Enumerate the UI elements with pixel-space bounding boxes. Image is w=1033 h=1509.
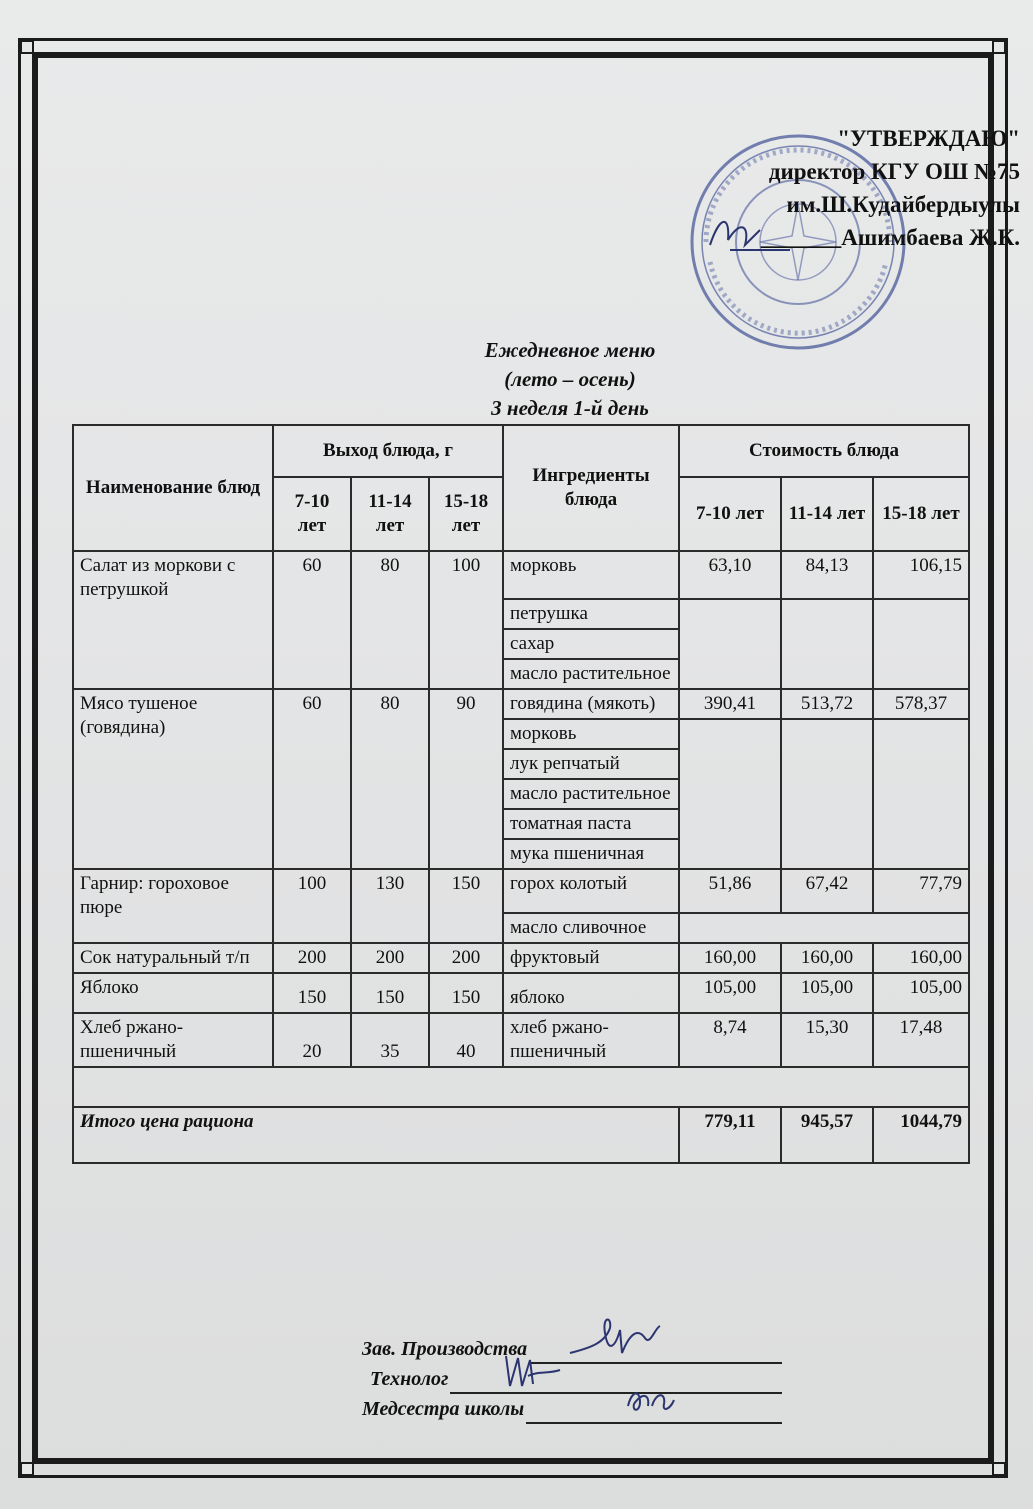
header-yield-age-2: 11-14 лет <box>351 477 429 551</box>
ingredient: яблоко <box>503 973 679 1013</box>
total-label: Итого цена рациона <box>73 1107 679 1163</box>
ingredient: масло растительное <box>503 779 679 809</box>
ingredient: морковь <box>503 719 679 749</box>
table-row <box>73 973 969 1013</box>
cost-value: 513,72 <box>781 689 873 719</box>
yield-value: 130 <box>351 869 429 943</box>
cost-value: 160,00 <box>679 943 781 973</box>
dish-name: Яблоко <box>73 973 273 1013</box>
header-ingredients: Ингредиенты блюда <box>503 425 679 551</box>
signature-label: Технолог <box>370 1368 449 1390</box>
cost-value: 84,13 <box>781 551 873 599</box>
yield-value: 60 <box>273 551 351 689</box>
cost-value: 105,00 <box>873 973 969 1013</box>
yield-value: 20 <box>273 1013 351 1067</box>
header-yield-age-3: 15-18 лет <box>429 477 503 551</box>
empty-cell <box>73 1067 969 1107</box>
yield-value: 100 <box>273 869 351 943</box>
frame-corner <box>992 40 1006 54</box>
cost-value: 15,30 <box>781 1013 873 1067</box>
header-cost-age-2: 11-14 лет <box>781 477 873 551</box>
frame-corner <box>20 1462 34 1476</box>
cost-value: 106,15 <box>873 551 969 599</box>
production-signature <box>560 1308 670 1368</box>
nurse-signature <box>622 1382 682 1418</box>
ingredient: томатная паста <box>503 809 679 839</box>
header-cost-age-3: 15-18 лет <box>873 477 969 551</box>
cost-value: 63,10 <box>679 551 781 599</box>
cost-empty <box>781 599 873 689</box>
dish-name: Мясо тушеное (говядина) <box>73 689 273 869</box>
cost-empty <box>679 599 781 689</box>
cost-value: 105,00 <box>679 973 781 1013</box>
menu-table <box>72 424 970 1164</box>
yield-value: 35 <box>351 1013 429 1067</box>
cost-empty <box>781 719 873 869</box>
header-cost: Стоимость блюда <box>679 425 969 477</box>
table-row <box>73 943 969 973</box>
header-yield-age-1: 7-10 лет <box>273 477 351 551</box>
cost-value: 160,00 <box>781 943 873 973</box>
dish-name: Салат из моркови с петрушкой <box>73 551 273 689</box>
yield-value: 200 <box>351 943 429 973</box>
total-row <box>73 1107 969 1163</box>
director-signature <box>700 205 820 265</box>
yield-value: 80 <box>351 551 429 689</box>
header-row <box>73 425 969 477</box>
table-row <box>73 869 969 913</box>
technologist-signature <box>498 1346 568 1396</box>
ingredient: сахар <box>503 629 679 659</box>
cost-value: 77,79 <box>873 869 969 913</box>
ingredient: горох колотый <box>503 869 679 913</box>
cost-value: 17,48 <box>873 1013 969 1067</box>
header-cost-age-1: 7-10 лет <box>679 477 781 551</box>
table-row <box>73 1013 969 1067</box>
dish-name: Сок натуральный т/п <box>73 943 273 973</box>
frame-corner <box>20 40 34 54</box>
frame-corner <box>992 1462 1006 1476</box>
page-title <box>370 336 770 423</box>
dish-name: Хлеб ржано-пшеничный <box>73 1013 273 1067</box>
cost-empty <box>679 913 969 943</box>
table-row <box>73 689 969 719</box>
ingredient: масло растительное <box>503 659 679 689</box>
cost-value: 67,42 <box>781 869 873 913</box>
dish-name: Гарнир: гороховое пюре <box>73 869 273 943</box>
cost-value: 8,74 <box>679 1013 781 1067</box>
signature-line <box>362 1364 782 1394</box>
yield-value: 150 <box>429 973 503 1013</box>
signature-label: Зав. Производства <box>362 1338 528 1360</box>
yield-value: 200 <box>273 943 351 973</box>
cost-value: 105,00 <box>781 973 873 1013</box>
yield-value: 90 <box>429 689 503 869</box>
ingredient: петрушка <box>503 599 679 629</box>
ingredient: фруктовый <box>503 943 679 973</box>
cost-value: 578,37 <box>873 689 969 719</box>
approval-signatory: _______Ашимбаева Ж.К. <box>760 225 1020 250</box>
ingredient: масло сливочное <box>503 913 679 943</box>
signature-label: Медсестра школы <box>362 1398 525 1420</box>
title-line-2: (лето – осень) <box>504 367 636 391</box>
total-value: 945,57 <box>781 1107 873 1163</box>
table-row <box>73 551 969 599</box>
total-value: 1044,79 <box>873 1107 969 1163</box>
ingredient: морковь <box>503 551 679 599</box>
ingredient: лук репчатый <box>503 749 679 779</box>
table-row <box>73 1067 969 1107</box>
header-dish-name: Наименование блюд <box>73 425 273 551</box>
header-yield: Выход блюда, г <box>273 425 503 477</box>
yield-value: 200 <box>429 943 503 973</box>
cost-empty <box>679 719 781 869</box>
cost-empty <box>873 719 969 869</box>
yield-value: 150 <box>351 973 429 1013</box>
approval-heading: "УТВЕРЖДАЮ" <box>837 126 1020 151</box>
ingredient: мука пшеничная <box>503 839 679 869</box>
title-line-3: 3 неделя 1-й день <box>491 396 649 420</box>
title-line-1: Ежедневное меню <box>484 338 656 362</box>
cost-empty <box>873 599 969 689</box>
signature-line <box>362 1394 782 1424</box>
approval-school: им.Ш.Кудайбердыулы <box>786 192 1020 217</box>
cost-value: 160,00 <box>873 943 969 973</box>
cost-value: 51,86 <box>679 869 781 913</box>
yield-value: 40 <box>429 1013 503 1067</box>
cost-value: 390,41 <box>679 689 781 719</box>
ingredient: говядина (мякоть) <box>503 689 679 719</box>
yield-value: 100 <box>429 551 503 689</box>
ingredient: хлеб ржано-пшеничный <box>503 1013 679 1067</box>
yield-value: 60 <box>273 689 351 869</box>
total-value: 779,11 <box>679 1107 781 1163</box>
yield-value: 150 <box>429 869 503 943</box>
approval-position: директор КГУ ОШ №75 <box>768 159 1020 184</box>
yield-value: 150 <box>273 973 351 1013</box>
yield-value: 80 <box>351 689 429 869</box>
